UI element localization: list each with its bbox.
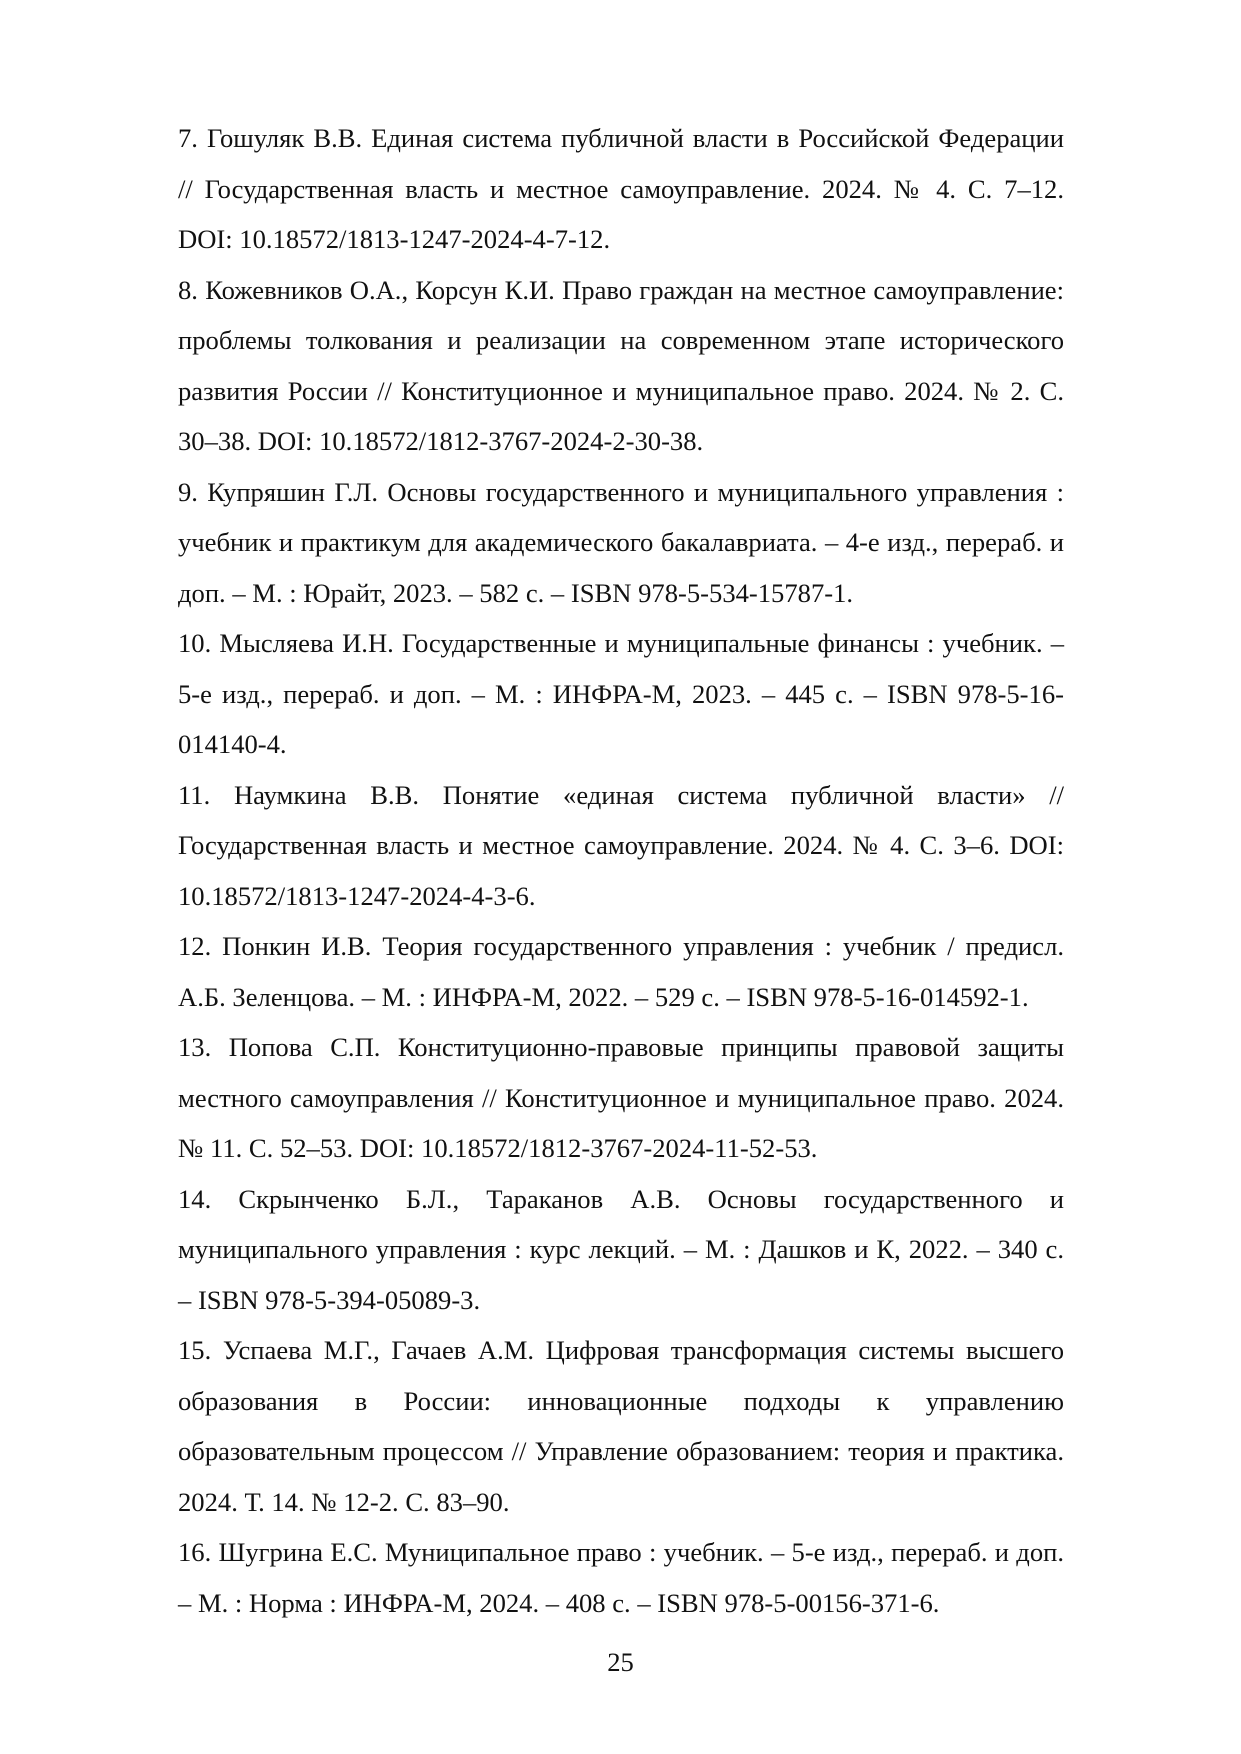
reference-item-11: 11. Наумкина В.В. Понятие «единая система публичной власти» // Государственная власть и местное самоуправление. 2024. № 4. С. 3–6. DOI: 10.18572/1813-1247-2024-4-3-6. <box>178 779 1064 911</box>
reference-item-12: 12. Понкин И.В. Теория государственного управления : учебник / предисл. А.Б. Зеленцова. – М. : ИНФРА-М, 2022. – 529 с. – ISBN 978-5-16-014592-1. <box>178 931 1064 1012</box>
reference-item-8: 8. Кожевников О.А., Корсун К.И. Право граждан на местное самоуправление: проблемы толкования и реализации на современном этапе исторического развития России // Конституционное и муниципальное право. 2024. № 2. С. 30–38. DOI: 10.18572/1812-3767-2024-2-30-38. <box>178 274 1064 456</box>
reference-item-9: 9. Купряшин Г.Л. Основы государственного и муниципального управления : учебник и практикум для академического бакалавриата. – 4-е изд., перераб. и доп. – М. : Юрайт, 2023. – 582 с. – ISBN 978-5-534-15787-1. <box>178 476 1064 608</box>
reference-item-7: 7. Гошуляк В.В. Единая система публичной власти в Российской Федерации // Государственная власть и местное самоуправление. 2024. № 4. С. 7–12. DOI: 10.18572/1813-1247-2024-4-7-12. <box>178 123 1064 254</box>
reference-item-16: 16. Шугрина Е.С. Муниципальное право : учебник. – 5-е изд., перераб. и доп. – М. : Норма : ИНФРА-М, 2024. – 408 с. – ISBN 978-5-00156-371-6. <box>178 1537 1064 1618</box>
reference-item-14: 14. Скрынченко Б.Л., Тараканов А.В. Основы государственного и муниципального управления : курс лекций. – М. : Дашков и К, 2022. – 340 с. – ISBN 978-5-394-05089-3. <box>178 1183 1064 1315</box>
reference-item-10: 10. Мысляева И.Н. Государственные и муниципальные финансы : учебник. – 5-е изд., перераб. и доп. – М. : ИНФРА-М, 2023. – 445 с. – ISBN 978-5-16-014140-4. <box>178 628 1064 759</box>
reference-item-13: 13. Попова С.П. Конституционно-правовые принципы правовой защиты местного самоуправления // Конституционное и муниципальное право. 2024. № 11. С. 52–53. DOI: 10.18572/1812-3767-2024-11-52-53. <box>178 1032 1064 1163</box>
page-number: 25 <box>607 1647 634 1677</box>
reference-list <box>178 113 1064 1628</box>
reference-item-15: 15. Успаева М.Г., Гачаев А.М. Цифровая трансформация системы высшего образования в России: инновационные подходы к управлению образовательным процессом // Управление образованием: теория и практика. 2024. Т. 14. № 12-2. С. 83–90. <box>178 1335 1064 1517</box>
